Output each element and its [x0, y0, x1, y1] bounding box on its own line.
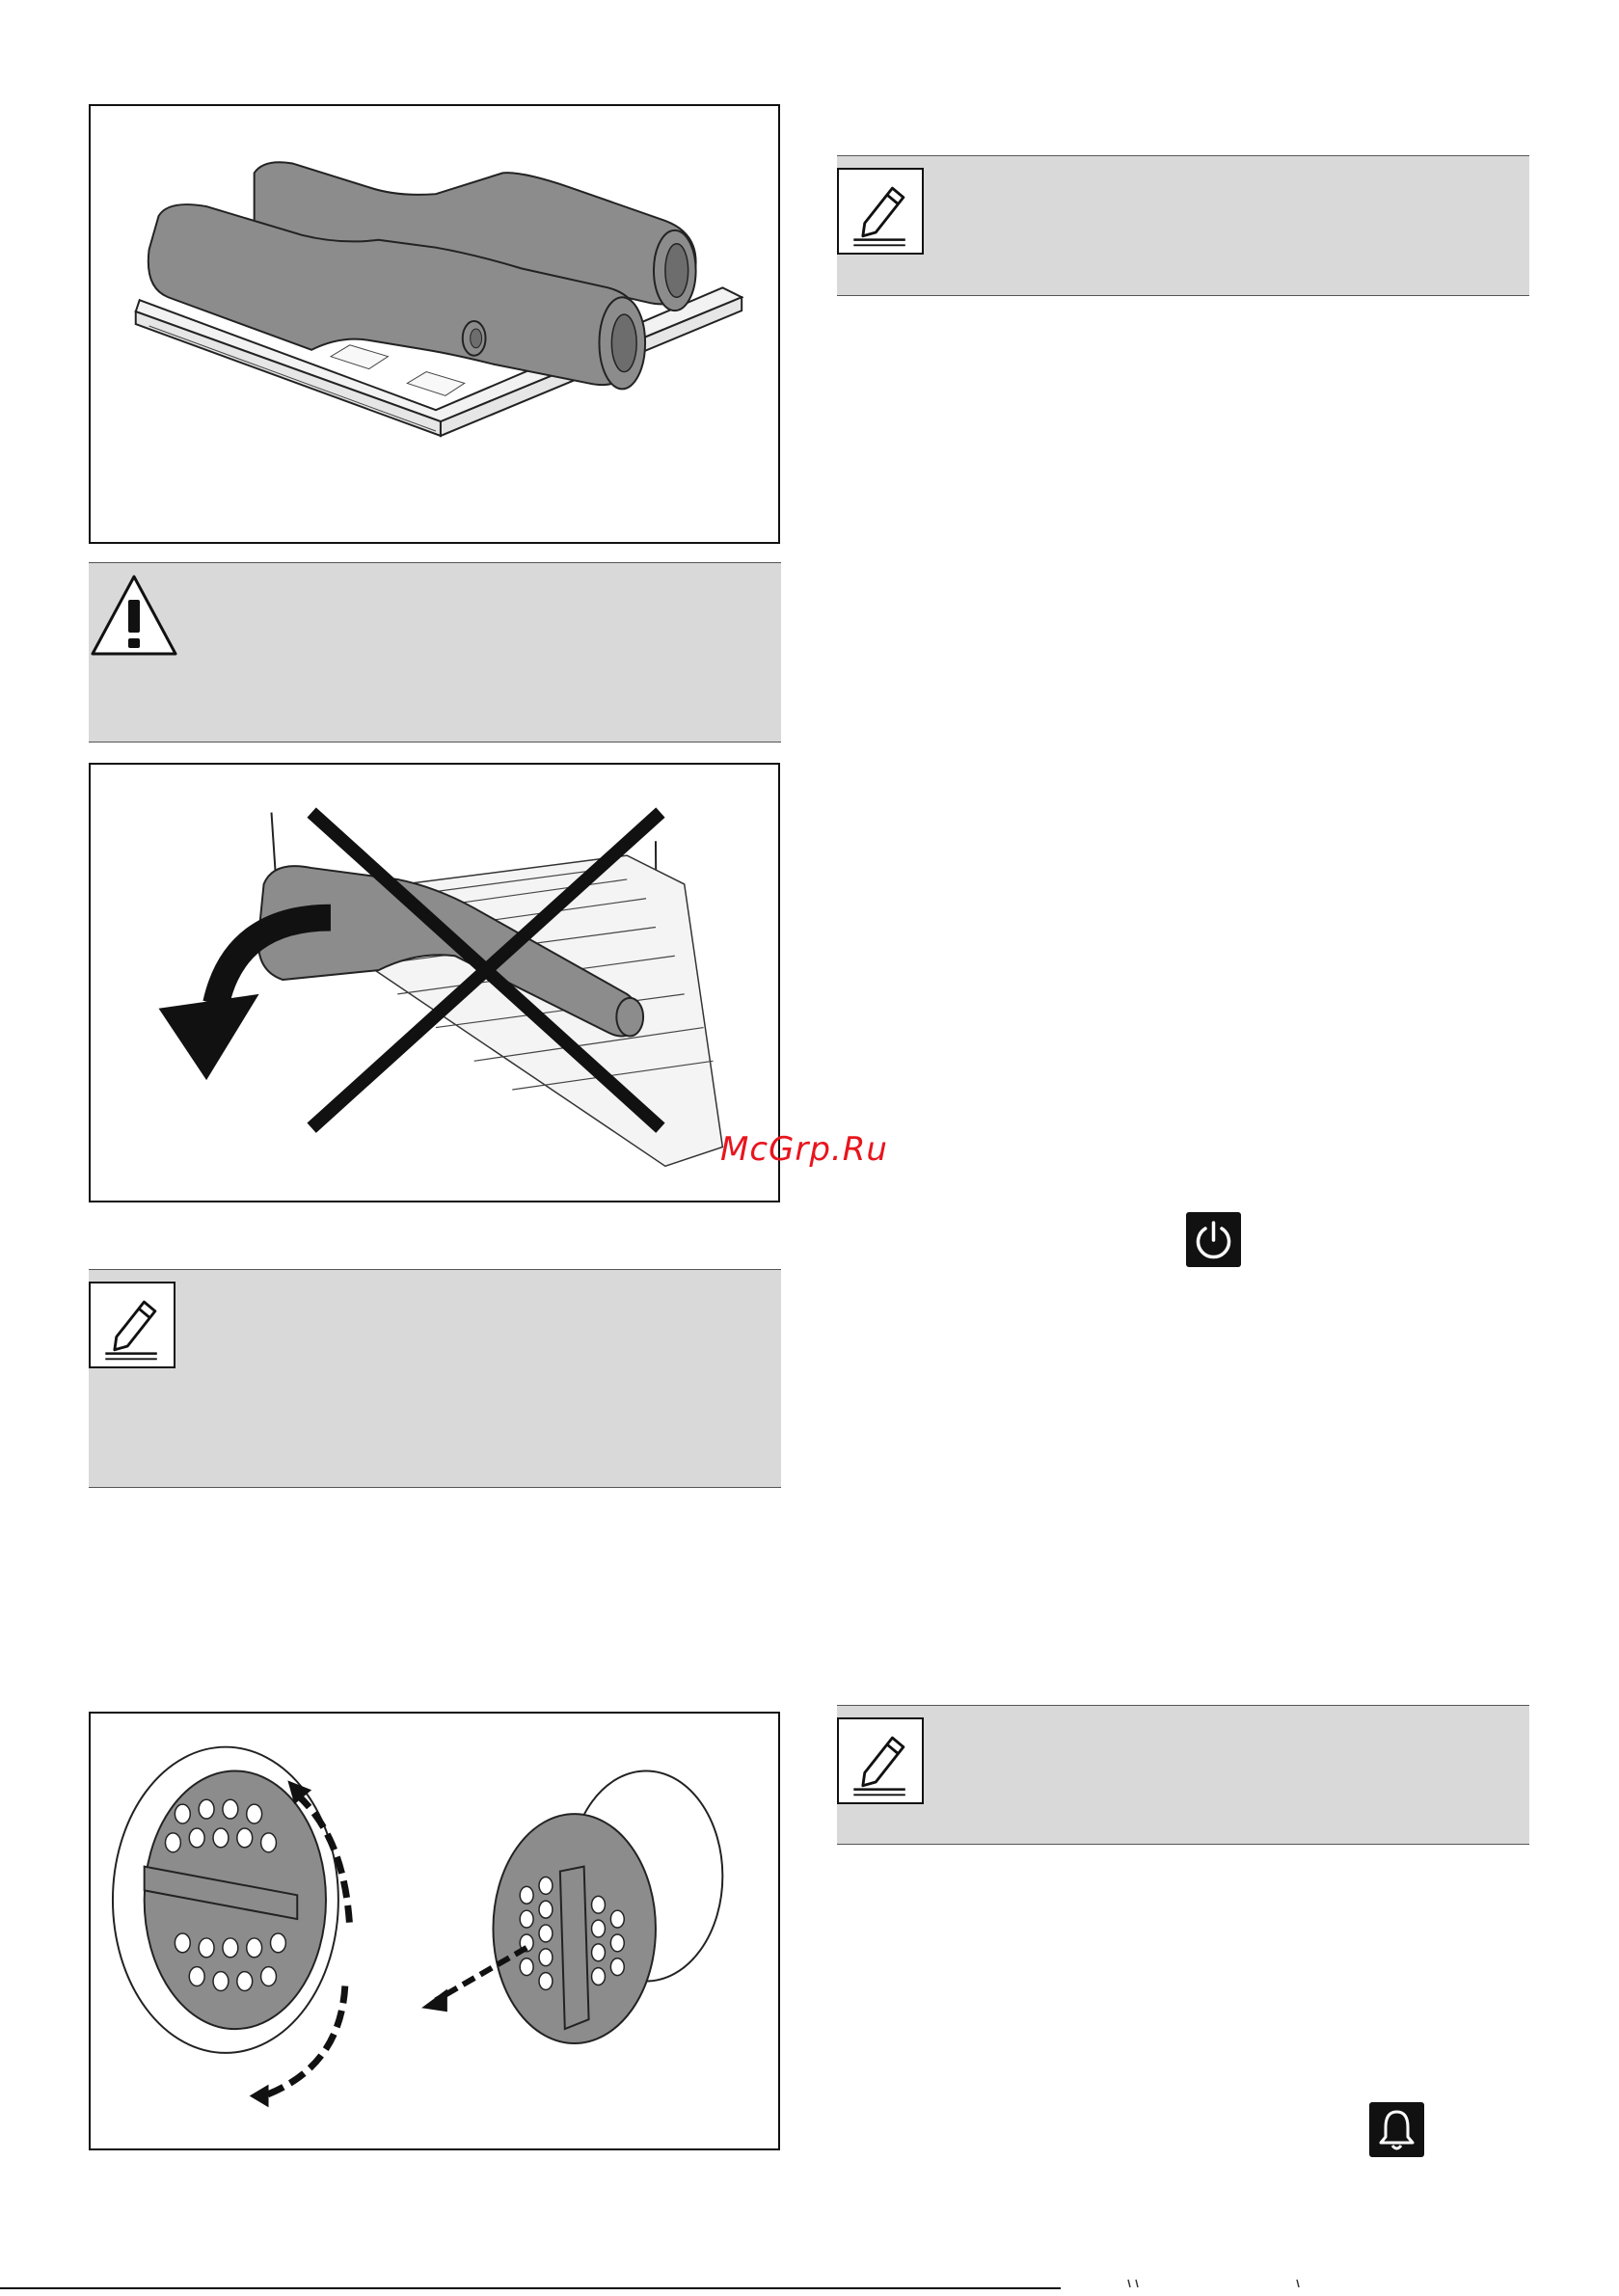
power-icon — [1186, 1212, 1241, 1267]
filter-removal-illustration — [91, 1714, 778, 2148]
figure-bottle-wrong-placement — [89, 763, 780, 1202]
bottles-on-shelf-illustration — [91, 106, 778, 542]
pencil-note-icon — [837, 1717, 924, 1804]
figure-bottles-on-shelf — [89, 104, 780, 544]
warning-triangle-icon — [89, 573, 179, 660]
warning-notice — [89, 562, 781, 743]
figure-filter-removal — [89, 1712, 780, 2150]
note-notice-left — [89, 1269, 781, 1488]
bell-icon — [1369, 2102, 1424, 2157]
bottom-marks — [1119, 2278, 1311, 2289]
watermark-text: McGrp.Ru — [720, 1130, 888, 1169]
pencil-note-icon — [837, 168, 924, 255]
note-notice-right-top — [837, 155, 1529, 296]
pencil-note-icon — [89, 1282, 175, 1368]
bottle-wrong-placement-illustration — [91, 765, 778, 1201]
note-notice-right-bottom — [837, 1705, 1529, 1845]
bottom-rule — [0, 2287, 1061, 2289]
